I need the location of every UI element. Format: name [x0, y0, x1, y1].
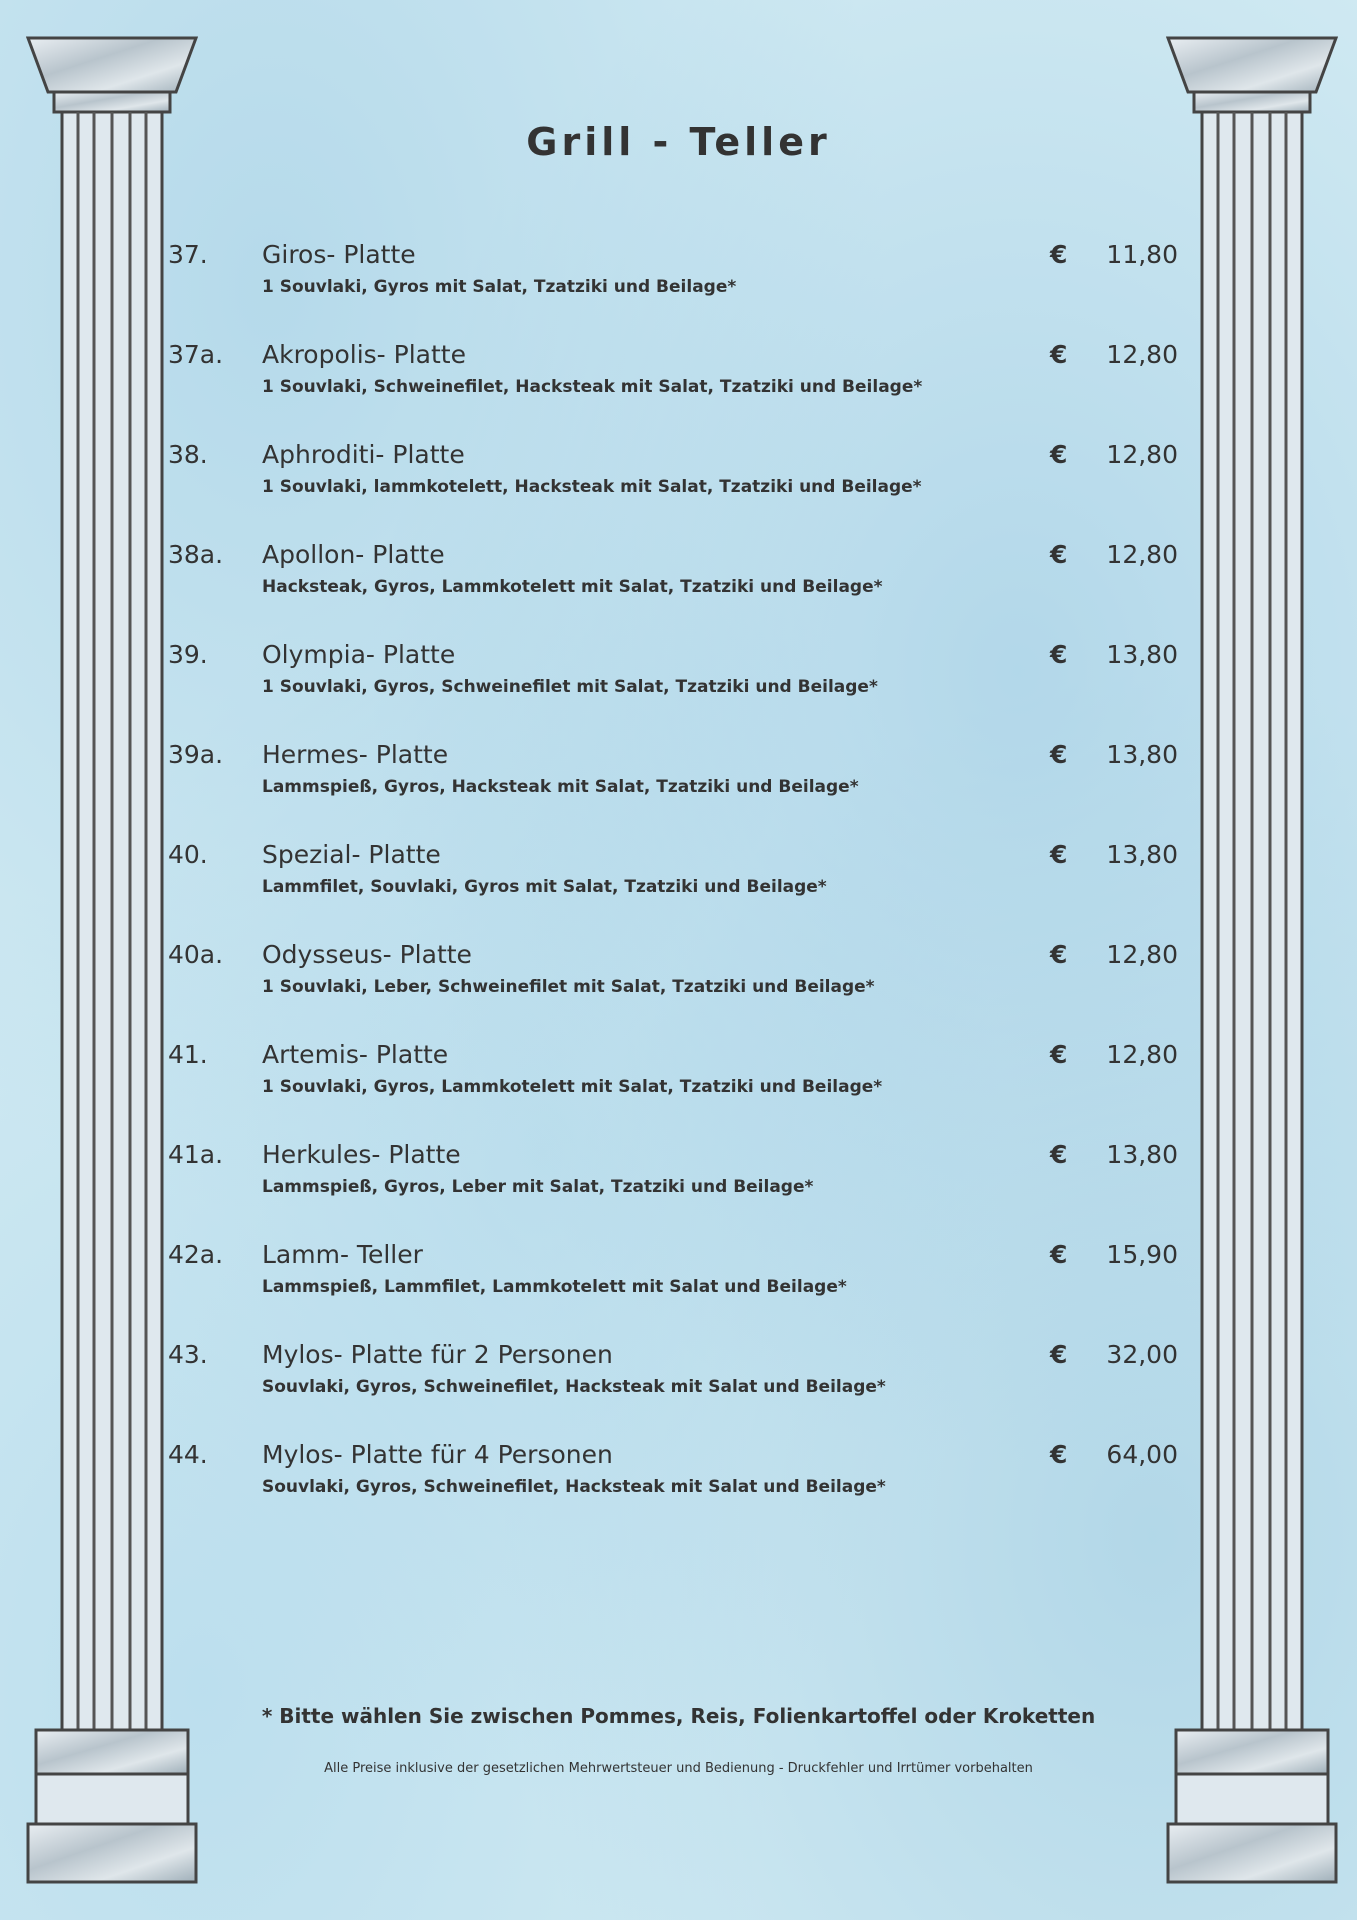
item-name: Hermes- Platte [262, 740, 449, 769]
item-name: Lamm- Teller [262, 1240, 423, 1269]
item-description: Hacksteak, Gyros, Lammkotelett mit Salat, Tzatziki und Beilage* [262, 577, 883, 597]
item-name: Mylos- Platte für 2 Personen [262, 1340, 613, 1369]
menu-item [168, 840, 1203, 940]
item-price: 15,90 [1106, 1240, 1178, 1269]
item-currency: € [1050, 540, 1068, 569]
item-number: 40. [168, 840, 208, 869]
item-name: Olympia- Platte [262, 640, 456, 669]
item-price: 12,80 [1106, 1040, 1178, 1069]
item-description: Lammspieß, Gyros, Leber mit Salat, Tzatziki und Beilage* [262, 1177, 814, 1197]
item-description: 1 Souvlaki, Gyros, Lammkotelett mit Salat, Tzatziki und Beilage* [262, 1077, 883, 1097]
item-number: 42a. [168, 1240, 224, 1269]
side-dish-note: * Bitte wählen Sie zwischen Pommes, Reis, Folienkartoffel oder Kroketten [261, 1704, 1096, 1728]
item-description: Lammspieß, Gyros, Hacksteak mit Salat, Tzatziki und Beilage* [262, 777, 859, 797]
item-number: 41a. [168, 1140, 224, 1169]
item-currency: € [1050, 840, 1068, 869]
item-price: 32,00 [1106, 1340, 1178, 1369]
item-currency: € [1050, 940, 1068, 969]
item-price: 12,80 [1106, 340, 1178, 369]
menu-item [168, 1340, 1203, 1440]
item-number: 41. [168, 1040, 208, 1069]
item-name: Aphroditi- Platte [262, 440, 465, 469]
menu-item [168, 1140, 1203, 1240]
item-name: Mylos- Platte für 4 Personen [262, 1440, 613, 1469]
item-name: Spezial- Platte [262, 840, 441, 869]
menu-item [168, 1440, 1203, 1540]
item-price: 12,80 [1106, 940, 1178, 969]
item-currency: € [1050, 340, 1068, 369]
item-price: 13,80 [1106, 640, 1178, 669]
menu-item [168, 940, 1203, 1040]
menu-item [168, 540, 1203, 640]
menu-item [168, 1240, 1203, 1340]
item-description: Souvlaki, Gyros, Schweinefilet, Hacksteak mit Salat und Beilage* [262, 1477, 886, 1497]
item-name: Odysseus- Platte [262, 940, 472, 969]
menu-list [168, 240, 1203, 1540]
menu-item [168, 640, 1203, 740]
item-currency: € [1050, 1040, 1068, 1069]
item-price: 12,80 [1106, 540, 1178, 569]
item-currency: € [1050, 440, 1068, 469]
item-currency: € [1050, 240, 1068, 269]
menu-item [168, 440, 1203, 540]
footer-note: Alle Preise inklusive der gesetzlichen Mehrwertsteuer und Bedienung - Druckfehler und Irrtümer vorbehalten [324, 1761, 1033, 1776]
item-number: 39. [168, 640, 208, 669]
item-price: 13,80 [1106, 840, 1178, 869]
item-currency: € [1050, 640, 1068, 669]
item-description: Souvlaki, Gyros, Schweinefilet, Hacksteak mit Salat und Beilage* [262, 1377, 886, 1397]
item-currency: € [1050, 1440, 1068, 1469]
menu-title: Grill - Teller [526, 120, 831, 164]
item-number: 37. [168, 240, 208, 269]
item-currency: € [1050, 1340, 1068, 1369]
item-description: 1 Souvlaki, Leber, Schweinefilet mit Salat, Tzatziki und Beilage* [262, 977, 875, 997]
item-description: Lammspieß, Lammfilet, Lammkotelett mit Salat und Beilage* [262, 1277, 847, 1297]
item-currency: € [1050, 1240, 1068, 1269]
item-number: 40a. [168, 940, 224, 969]
item-price: 13,80 [1106, 1140, 1178, 1169]
item-description: 1 Souvlaki, lammkotelett, Hacksteak mit Salat, Tzatziki und Beilage* [262, 477, 922, 497]
item-name: Artemis- Platte [262, 1040, 449, 1069]
item-price: 13,80 [1106, 740, 1178, 769]
item-price: 11,80 [1106, 240, 1178, 269]
item-description: 1 Souvlaki, Gyros, Schweinefilet mit Salat, Tzatziki und Beilage* [262, 677, 878, 697]
menu-item [168, 240, 1203, 340]
item-name: Giros- Platte [262, 240, 416, 269]
item-name: Akropolis- Platte [262, 340, 466, 369]
item-description: Lammfilet, Souvlaki, Gyros mit Salat, Tzatziki und Beilage* [262, 877, 827, 897]
menu-item [168, 340, 1203, 440]
item-currency: € [1050, 1140, 1068, 1169]
item-price: 12,80 [1106, 440, 1178, 469]
item-number: 37a. [168, 340, 224, 369]
menu-item [168, 740, 1203, 840]
item-name: Herkules- Platte [262, 1140, 461, 1169]
item-name: Apollon- Platte [262, 540, 445, 569]
item-currency: € [1050, 740, 1068, 769]
item-number: 44. [168, 1440, 208, 1469]
item-number: 39a. [168, 740, 224, 769]
item-description: 1 Souvlaki, Gyros mit Salat, Tzatziki und Beilage* [262, 277, 737, 297]
item-price: 64,00 [1106, 1440, 1178, 1469]
menu-item [168, 1040, 1203, 1140]
item-number: 38a. [168, 540, 224, 569]
item-description: 1 Souvlaki, Schweinefilet, Hacksteak mit Salat, Tzatziki und Beilage* [262, 377, 923, 397]
item-number: 43. [168, 1340, 208, 1369]
item-number: 38. [168, 440, 208, 469]
